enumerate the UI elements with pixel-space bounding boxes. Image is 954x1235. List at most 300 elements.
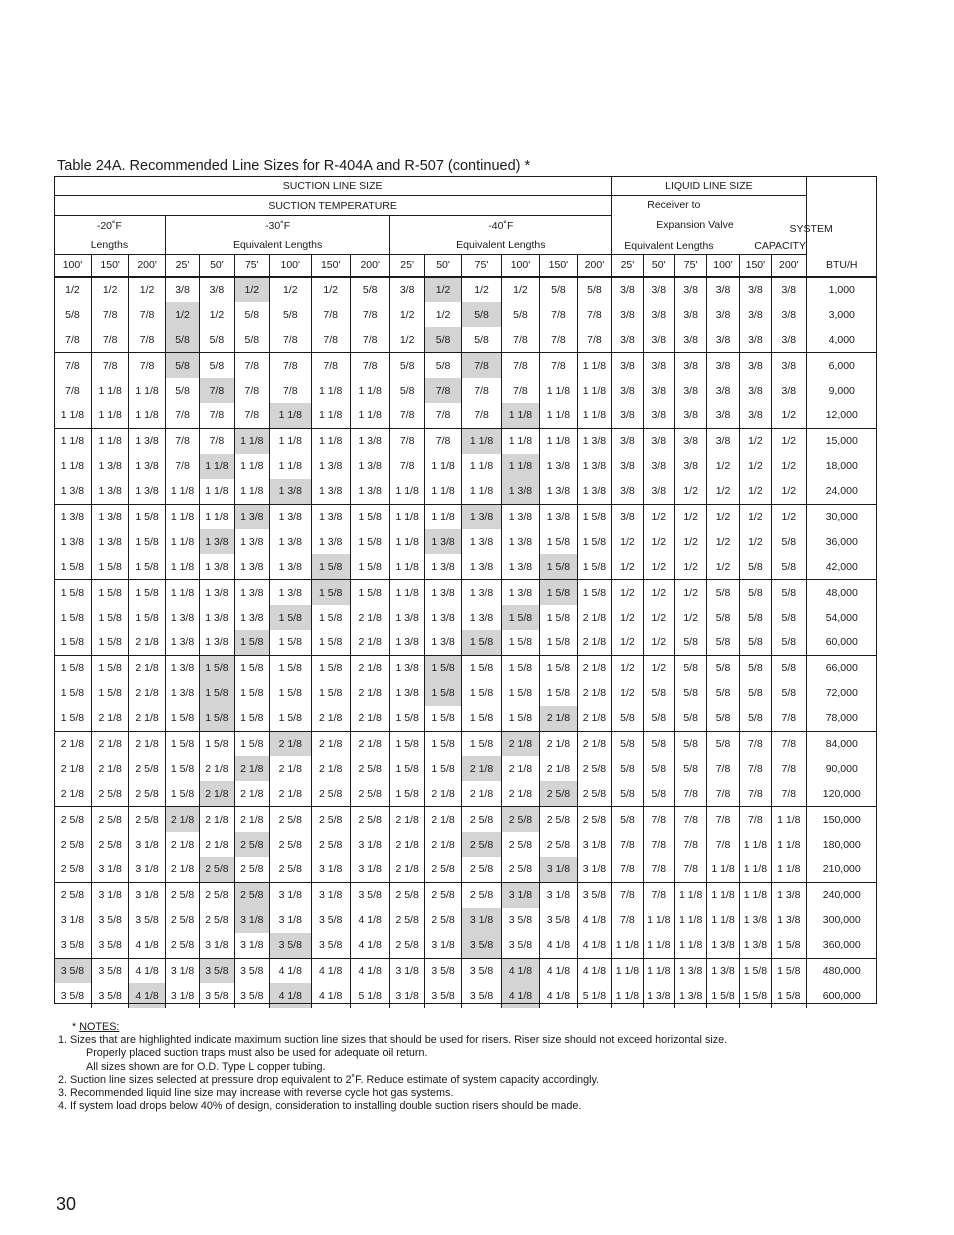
- size-cell: 1 5/8: [54, 580, 91, 605]
- size-cell: 1 3/8: [91, 454, 128, 479]
- size-cell: 1 5/8: [234, 731, 269, 756]
- size-cell: 2 5/8: [577, 756, 612, 781]
- size-cell: 3 5/8: [234, 983, 269, 1008]
- size-cell: 1 5/8: [311, 681, 350, 706]
- size-cell: 7/8: [350, 327, 389, 352]
- size-cell: 7/8: [540, 327, 577, 352]
- size-cell: 3 1/8: [129, 882, 165, 907]
- size-cell: 1 3/8: [424, 605, 461, 630]
- size-cell: 3/8: [643, 277, 674, 303]
- size-cell: 2 5/8: [462, 857, 501, 882]
- size-cell: 2 1/8: [390, 857, 424, 882]
- size-cell: 5/8: [674, 756, 706, 781]
- size-cell: 3 1/8: [165, 983, 199, 1008]
- size-cell: 2 5/8: [165, 908, 199, 933]
- size-cell: 1 1/8: [739, 882, 771, 907]
- size-cell: 2 1/8: [311, 756, 350, 781]
- size-cell: 1/2: [424, 277, 461, 303]
- size-cell: 2 5/8: [165, 882, 199, 907]
- size-cell: 7/8: [739, 781, 771, 806]
- size-cell: 1 5/8: [501, 630, 539, 655]
- size-cell: 1 5/8: [540, 655, 577, 680]
- size-cell: 5/8: [707, 630, 739, 655]
- size-cell: 3 1/8: [129, 832, 165, 857]
- size-cell: 1 1/8: [54, 428, 91, 453]
- size-cell: 1 1/8: [612, 958, 643, 983]
- size-cell: 3 5/8: [577, 882, 612, 907]
- size-cell: 1 5/8: [390, 706, 424, 731]
- size-cell: 1 5/8: [91, 681, 128, 706]
- size-cell: 1 1/8: [577, 403, 612, 428]
- size-cell: 3 5/8: [350, 882, 389, 907]
- size-cell: 2 1/8: [501, 756, 539, 781]
- size-cell: 2 1/8: [540, 706, 577, 731]
- capacity-cell: 54,000: [806, 605, 877, 630]
- size-cell: 2 1/8: [350, 731, 389, 756]
- size-cell: 2 5/8: [311, 832, 350, 857]
- size-cell: 3 5/8: [60, 939, 85, 952]
- header-row-2: [54, 196, 877, 216]
- column-header: 150': [540, 255, 577, 277]
- size-cell: 3 5/8: [234, 958, 269, 983]
- size-cell: 1 3/8: [234, 554, 269, 579]
- notes-section: [58, 1021, 728, 1113]
- size-cell: 7/8: [91, 327, 128, 352]
- size-cell: 2 5/8: [129, 756, 165, 781]
- size-cell: 1 3/8: [739, 908, 771, 933]
- table-row: [54, 756, 877, 781]
- size-cell: 1 1/8: [462, 479, 501, 504]
- size-cell: 5/8: [772, 580, 806, 605]
- column-header: 100': [707, 255, 739, 277]
- size-cell: 1/2: [612, 630, 643, 655]
- size-cell: 2 5/8: [200, 857, 234, 882]
- size-cell: 1 5/8: [424, 731, 461, 756]
- size-cell: 4 1/8: [540, 958, 577, 983]
- size-cell: 1 5/8: [129, 605, 165, 630]
- size-cell: 3/8: [739, 277, 771, 303]
- table-row: [54, 605, 877, 630]
- size-cell: 7/8: [707, 832, 739, 857]
- size-cell: 1 1/8: [165, 479, 199, 504]
- size-cell: 3/8: [643, 353, 674, 378]
- size-cell: 5/8: [612, 706, 643, 731]
- size-cell: 3/8: [165, 277, 199, 303]
- size-cell: 1 3/8: [60, 535, 85, 548]
- size-cell: 1 3/8: [707, 958, 739, 983]
- size-cell: 1 5/8: [200, 731, 234, 756]
- size-cell: 7/8: [350, 353, 389, 378]
- size-cell: 1/2: [612, 655, 643, 680]
- size-cell: 1/2: [674, 529, 706, 554]
- size-cell: 1/2: [707, 554, 739, 579]
- size-cell: 2 1/8: [424, 832, 461, 857]
- size-cell: 2 5/8: [462, 882, 501, 907]
- size-cell: 2 1/8: [577, 655, 612, 680]
- size-cell: 3/8: [707, 428, 739, 453]
- size-cell: 1 1/8: [540, 403, 577, 428]
- size-cell: 2 1/8: [129, 630, 165, 655]
- size-cell: 2 1/8: [165, 807, 199, 832]
- size-cell: 1 5/8: [60, 712, 85, 725]
- size-cell: 7/8: [674, 857, 706, 882]
- size-cell: 7/8: [674, 781, 706, 806]
- size-cell: 1 5/8: [129, 529, 165, 554]
- size-cell: 2 1/8: [350, 655, 389, 680]
- size-cell: 7/8: [612, 832, 643, 857]
- capacity-cell: 24,000: [806, 479, 877, 504]
- size-cell: 1 1/8: [674, 933, 706, 958]
- size-cell: 3 1/8: [501, 882, 539, 907]
- size-cell: 1 5/8: [424, 681, 461, 706]
- size-cell: 1 3/8: [234, 580, 269, 605]
- table-row: [54, 454, 877, 479]
- table-row: [54, 554, 877, 579]
- size-cell: 2 5/8: [54, 807, 91, 832]
- size-cell: 2 1/8: [200, 756, 234, 781]
- size-cell: 1 3/8: [165, 681, 199, 706]
- size-cell: 3 5/8: [462, 933, 501, 958]
- size-cell: 1 3/8: [540, 479, 577, 504]
- table-row: [54, 529, 877, 554]
- capacity-label: CAPACITY: [754, 240, 806, 252]
- size-cell: 5/8: [643, 731, 674, 756]
- column-header: 200': [577, 255, 612, 277]
- size-cell: 2 5/8: [462, 807, 501, 832]
- size-cell: 3 1/8: [91, 857, 128, 882]
- size-cell: 3 1/8: [390, 958, 424, 983]
- column-header: 100': [270, 255, 311, 277]
- size-cell: 3/8: [739, 403, 771, 428]
- size-cell: 1 1/8: [772, 857, 806, 882]
- size-cell: 1/2: [772, 479, 806, 504]
- size-cell: 2 1/8: [350, 681, 389, 706]
- size-cell: 1 3/8: [200, 605, 234, 630]
- size-cell: 4 1/8: [129, 983, 165, 1008]
- capacity-cell: 12,000: [806, 403, 877, 428]
- note-3: 3. Recommended liquid line size may increase with reverse cycle hot gas systems.: [58, 1087, 454, 1100]
- size-cell: 1 1/8: [311, 428, 350, 453]
- size-cell: 1 5/8: [390, 756, 424, 781]
- size-cell: 1 1/8: [612, 933, 643, 958]
- size-cell: 3 1/8: [91, 882, 128, 907]
- size-cell: 1 5/8: [540, 554, 577, 579]
- size-cell: 1 3/8: [390, 681, 424, 706]
- size-cell: 1 5/8: [311, 630, 350, 655]
- size-cell: 3/8: [674, 428, 706, 453]
- size-cell: 1 1/8: [501, 454, 539, 479]
- size-cell: 3 1/8: [60, 914, 85, 927]
- size-cell: 2 5/8: [424, 908, 461, 933]
- size-cell: 4 1/8: [350, 958, 389, 983]
- size-cell: 7/8: [674, 807, 706, 832]
- size-cell: 7/8: [390, 403, 424, 428]
- size-cell: 1/2: [643, 580, 674, 605]
- size-cell: 3 1/8: [540, 857, 577, 882]
- size-cell: 5/8: [612, 781, 643, 806]
- size-cell: 4 1/8: [540, 933, 577, 958]
- note-2: 2. Suction line sizes selected at pressure drop equivalent to 2˚F. Reduce estimate of system capacity accordingly.: [58, 1073, 600, 1086]
- size-cell: 5/8: [772, 630, 806, 655]
- size-cell: 1/2: [739, 504, 771, 529]
- size-cell: 1 5/8: [462, 706, 501, 731]
- size-cell: 1 1/8: [643, 958, 674, 983]
- size-cell: 3 5/8: [540, 908, 577, 933]
- size-cell: 7/8: [707, 756, 739, 781]
- size-cell: 2 5/8: [350, 756, 389, 781]
- size-cell: 2 1/8: [540, 731, 577, 756]
- size-cell: 1 3/8: [462, 605, 501, 630]
- size-cell: 5/8: [165, 327, 199, 352]
- size-cell: 3/8: [643, 479, 674, 504]
- capacity-cell: 240,000: [806, 882, 877, 907]
- size-cell: 2 5/8: [91, 807, 128, 832]
- size-cell: 1/2: [674, 554, 706, 579]
- size-cell: 5/8: [772, 605, 806, 630]
- table-row: [54, 353, 877, 378]
- size-cell: 3 1/8: [129, 857, 165, 882]
- size-cell: 1 5/8: [200, 681, 234, 706]
- size-cell: 3/8: [674, 327, 706, 352]
- size-cell: 5/8: [200, 327, 234, 352]
- column-header-row: [54, 255, 877, 277]
- size-cell: 1/2: [54, 277, 91, 303]
- size-cell: 1 1/8: [707, 857, 739, 882]
- size-cell: 1 3/8: [311, 454, 350, 479]
- size-cell: 1 5/8: [200, 706, 234, 731]
- size-cell: 1 5/8: [577, 554, 612, 579]
- size-cell: 5/8: [65, 308, 80, 321]
- size-cell: 3/8: [643, 403, 674, 428]
- size-cell: 3 5/8: [501, 933, 539, 958]
- size-cell: 1 1/8: [234, 454, 269, 479]
- size-cell: 3/8: [612, 353, 643, 378]
- size-cell: 7/8: [424, 403, 461, 428]
- size-cell: 2 1/8: [270, 731, 311, 756]
- size-cell: 1 1/8: [91, 428, 128, 453]
- column-header: 200': [350, 255, 389, 277]
- size-cell: 3/8: [707, 302, 739, 327]
- size-cell: 5/8: [643, 781, 674, 806]
- size-cell: 1/2: [612, 529, 643, 554]
- size-cell: 5/8: [707, 605, 739, 630]
- size-cell: 1/2: [707, 479, 739, 504]
- size-cell: 5/8: [772, 681, 806, 706]
- size-cell: 1 1/8: [60, 409, 85, 422]
- size-cell: 3 1/8: [424, 933, 461, 958]
- capacity-cell: 72,000: [806, 681, 877, 706]
- size-cell: 1 3/8: [424, 529, 461, 554]
- size-cell: 7/8: [91, 302, 128, 327]
- size-cell: 5/8: [424, 327, 461, 352]
- size-cell: 1 5/8: [540, 605, 577, 630]
- size-cell: 1 5/8: [91, 554, 128, 579]
- size-cell: 2 5/8: [91, 832, 128, 857]
- size-cell: 5/8: [612, 731, 643, 756]
- size-cell: 2 5/8: [200, 882, 234, 907]
- size-cell: 5/8: [270, 302, 311, 327]
- size-cell: 3/8: [739, 327, 771, 352]
- size-cell: 1 3/8: [54, 504, 91, 529]
- system-capacity-header: [789, 176, 877, 255]
- capacity-cell: 480,000: [806, 958, 877, 983]
- size-cell: 7/8: [200, 378, 234, 403]
- capacity-cell: 1,000: [806, 277, 877, 303]
- size-cell: 2 5/8: [200, 908, 234, 933]
- size-cell: 2 1/8: [200, 781, 234, 806]
- column-header: 50': [643, 255, 674, 277]
- size-cell: 1 1/8: [424, 504, 461, 529]
- size-cell: 7/8: [165, 454, 199, 479]
- size-cell: 5/8: [739, 706, 771, 731]
- size-cell: 1 3/8: [129, 479, 165, 504]
- size-cell: 2 5/8: [91, 781, 128, 806]
- lengths-header: Lengths: [54, 235, 165, 255]
- size-cell: 4 1/8: [129, 933, 165, 958]
- size-cell: 2 5/8: [234, 882, 269, 907]
- size-cell: 3 5/8: [462, 983, 501, 1008]
- size-cell: 1 5/8: [462, 681, 501, 706]
- size-cell: 1 1/8: [772, 832, 806, 857]
- size-cell: 1 1/8: [200, 504, 234, 529]
- size-cell: 2 5/8: [54, 882, 91, 907]
- size-cell: 5/8: [643, 681, 674, 706]
- size-cell: 7/8: [772, 756, 806, 781]
- size-cell: 1 3/8: [390, 630, 424, 655]
- size-cell: 4 1/8: [311, 983, 350, 1008]
- note-1: 1. Sizes that are highlighted indicate maximum suction line sizes that should be used for risers. Riser size should not exceed horizontal size.: [58, 1034, 728, 1047]
- header-row-1: [54, 176, 877, 196]
- size-cell: 5/8: [739, 554, 771, 579]
- btuh-header: BTU/H: [806, 255, 877, 277]
- size-cell: 1/2: [707, 529, 739, 554]
- size-cell: 7/8: [643, 832, 674, 857]
- size-cell: 1 3/8: [234, 504, 269, 529]
- size-cell: 3 5/8: [501, 908, 539, 933]
- size-cell: 5/8: [772, 529, 806, 554]
- column-header: 25': [165, 255, 199, 277]
- size-cell: 1 3/8: [270, 529, 311, 554]
- size-cell: 3/8: [707, 327, 739, 352]
- size-cell: 3 5/8: [462, 958, 501, 983]
- size-cell: 1 5/8: [311, 580, 350, 605]
- size-cell: 1/2: [165, 302, 199, 327]
- size-cell: 7/8: [501, 378, 539, 403]
- size-cell: 5/8: [612, 807, 643, 832]
- table-row: [54, 706, 877, 731]
- size-cell: 4 1/8: [501, 958, 539, 983]
- size-cell: 7/8: [462, 403, 501, 428]
- size-cell: 7/8: [643, 807, 674, 832]
- size-cell: 3 1/8: [577, 857, 612, 882]
- table-row: [54, 479, 877, 504]
- size-cell: 5/8: [739, 681, 771, 706]
- size-cell: 7/8: [739, 756, 771, 781]
- size-cell: 1 5/8: [772, 933, 806, 958]
- size-cell: 3/8: [674, 302, 706, 327]
- size-cell: 1 5/8: [270, 681, 311, 706]
- size-cell: 1 5/8: [350, 529, 389, 554]
- size-cell: 2 5/8: [390, 908, 424, 933]
- size-cell: 1/2: [612, 605, 643, 630]
- size-cell: 3 1/8: [350, 832, 389, 857]
- size-cell: 5/8: [501, 302, 539, 327]
- size-cell: 2 1/8: [165, 857, 199, 882]
- size-cell: 3/8: [612, 454, 643, 479]
- table-row: [54, 327, 877, 352]
- size-cell: 1 1/8: [739, 832, 771, 857]
- size-cell: 2 1/8: [60, 762, 85, 775]
- size-cell: 1 1/8: [311, 378, 350, 403]
- size-cell: 2 1/8: [350, 630, 389, 655]
- size-cell: 2 5/8: [577, 781, 612, 806]
- size-cell: 1 3/8: [91, 479, 128, 504]
- size-cell: 3/8: [772, 378, 806, 403]
- size-cell: 7/8: [200, 403, 234, 428]
- size-cell: 1/2: [424, 302, 461, 327]
- size-cell: 1 3/8: [739, 933, 771, 958]
- size-cell: 3 5/8: [424, 983, 461, 1008]
- size-cell: 7/8: [165, 428, 199, 453]
- table-row: [54, 983, 877, 1008]
- size-cell: 1 3/8: [540, 504, 577, 529]
- size-cell: 7/8: [311, 302, 350, 327]
- capacity-cell: 90,000: [806, 756, 877, 781]
- size-cell: 3 1/8: [234, 908, 269, 933]
- size-cell: 5/8: [350, 277, 389, 303]
- size-cell: 5/8: [577, 277, 612, 303]
- size-cell: 2 1/8: [200, 832, 234, 857]
- size-cell: 2 1/8: [501, 731, 539, 756]
- size-cell: 3/8: [612, 277, 643, 303]
- size-cell: 3/8: [612, 504, 643, 529]
- size-cell: 1 5/8: [270, 605, 311, 630]
- size-cell: 5/8: [462, 302, 501, 327]
- size-cell: 1/2: [674, 605, 706, 630]
- temp-minus40-header: -40˚F: [390, 216, 612, 236]
- size-cell: 1/2: [643, 630, 674, 655]
- suction-temperature-header: SUCTION TEMPERATURE: [54, 196, 612, 216]
- size-cell: 2 1/8: [91, 706, 128, 731]
- size-cell: 2 5/8: [501, 807, 539, 832]
- column-header: 100': [501, 255, 539, 277]
- size-cell: 1 3/8: [424, 554, 461, 579]
- size-cell: 1 5/8: [165, 781, 199, 806]
- size-cell: 1 1/8: [643, 933, 674, 958]
- capacity-cell: 3,000: [806, 302, 877, 327]
- size-cell: 4 1/8: [540, 983, 577, 1008]
- size-cell: 4 1/8: [129, 958, 165, 983]
- size-cell: 1 5/8: [462, 630, 501, 655]
- size-cell: 1 3/8: [311, 479, 350, 504]
- size-cell: 1 5/8: [270, 706, 311, 731]
- size-cell: 5/8: [674, 630, 706, 655]
- size-cell: 1 5/8: [350, 554, 389, 579]
- size-cell: 1 5/8: [165, 731, 199, 756]
- table-row: [54, 580, 877, 605]
- size-cell: 2 5/8: [424, 882, 461, 907]
- size-cell: 3/8: [612, 479, 643, 504]
- size-cell: 1 1/8: [462, 428, 501, 453]
- size-cell: 3/8: [200, 277, 234, 303]
- size-cell: 1 5/8: [577, 580, 612, 605]
- size-cell: 2 1/8: [311, 731, 350, 756]
- size-cell: 5/8: [707, 681, 739, 706]
- size-cell: 5/8: [707, 731, 739, 756]
- column-header: 75': [462, 255, 501, 277]
- size-cell: 7/8: [424, 428, 461, 453]
- size-cell: 2 5/8: [540, 832, 577, 857]
